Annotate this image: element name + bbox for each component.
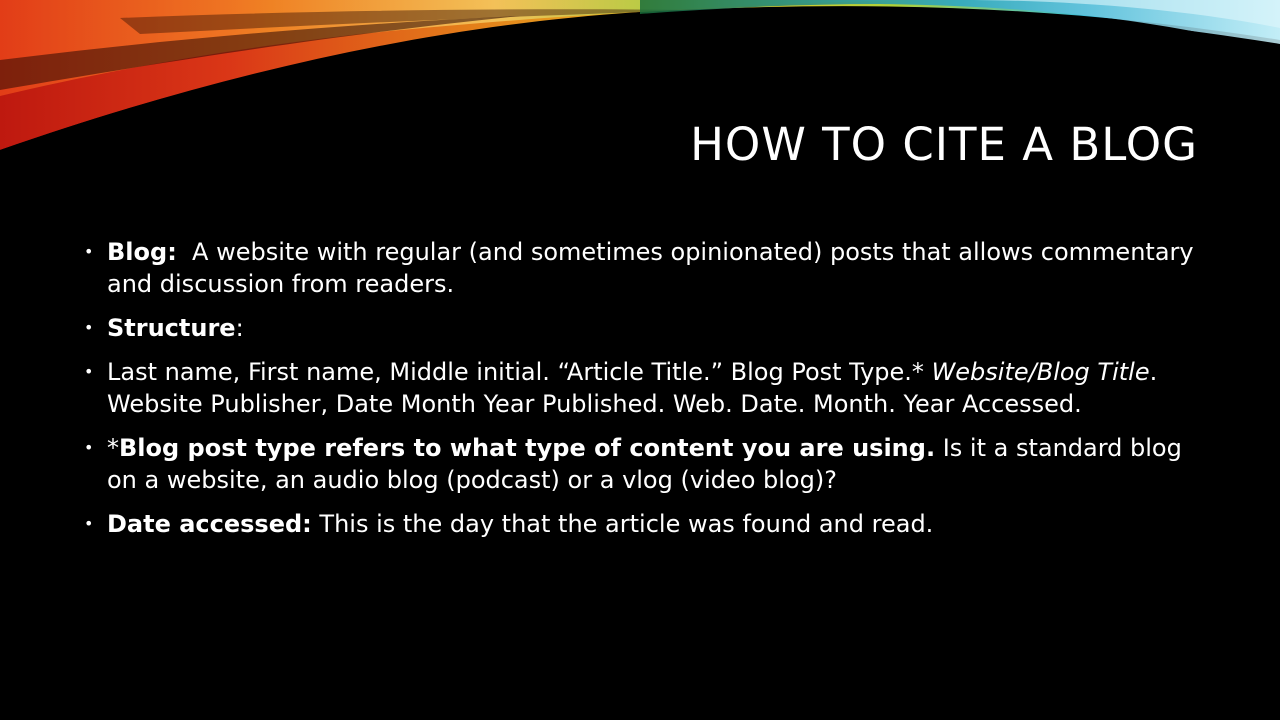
structure-colon: : xyxy=(235,314,244,342)
term-blog: Blog: xyxy=(107,238,177,266)
bullet-date-accessed xyxy=(84,508,1204,540)
bullet-list xyxy=(84,236,1204,552)
date-accessed-text: This is the day that the article was found and read. xyxy=(311,510,934,538)
bullet-marker: • xyxy=(84,362,94,381)
bullet-marker: • xyxy=(84,242,94,261)
bullet-marker: • xyxy=(84,514,94,533)
slide-title: HOW TO CITE A BLOG xyxy=(690,118,1198,171)
bullet-blog-definition xyxy=(84,236,1204,300)
term-post-type: Blog post type refers to what type of content you are using. xyxy=(119,434,936,462)
citation-format-part1: Last name, First name, Middle initial. “Article Title.” Blog Post Type.* xyxy=(107,358,932,386)
bullet-marker: • xyxy=(84,318,94,337)
bullet-post-type-note xyxy=(84,432,1204,496)
term-structure: Structure xyxy=(107,314,236,342)
citation-format-part2: . Website Publisher, Date Month Year Published. Web. Date. Month. Year Accessed. xyxy=(107,358,1158,418)
bullet-marker: • xyxy=(84,438,94,457)
post-type-asterisk: * xyxy=(107,434,119,462)
post-type-text: Is it a standard blog on a website, an audio blog (podcast) or a vlog (video blog)? xyxy=(107,434,1182,494)
blog-definition-text: A website with regular (and sometimes opinionated) posts that allows commentary and discussion from readers. xyxy=(107,238,1202,298)
bullet-citation-format xyxy=(84,356,1204,420)
citation-format-italic: Website/Blog Title xyxy=(931,358,1150,386)
bullet-structure xyxy=(84,312,1204,344)
term-date-accessed: Date accessed: xyxy=(107,510,312,538)
